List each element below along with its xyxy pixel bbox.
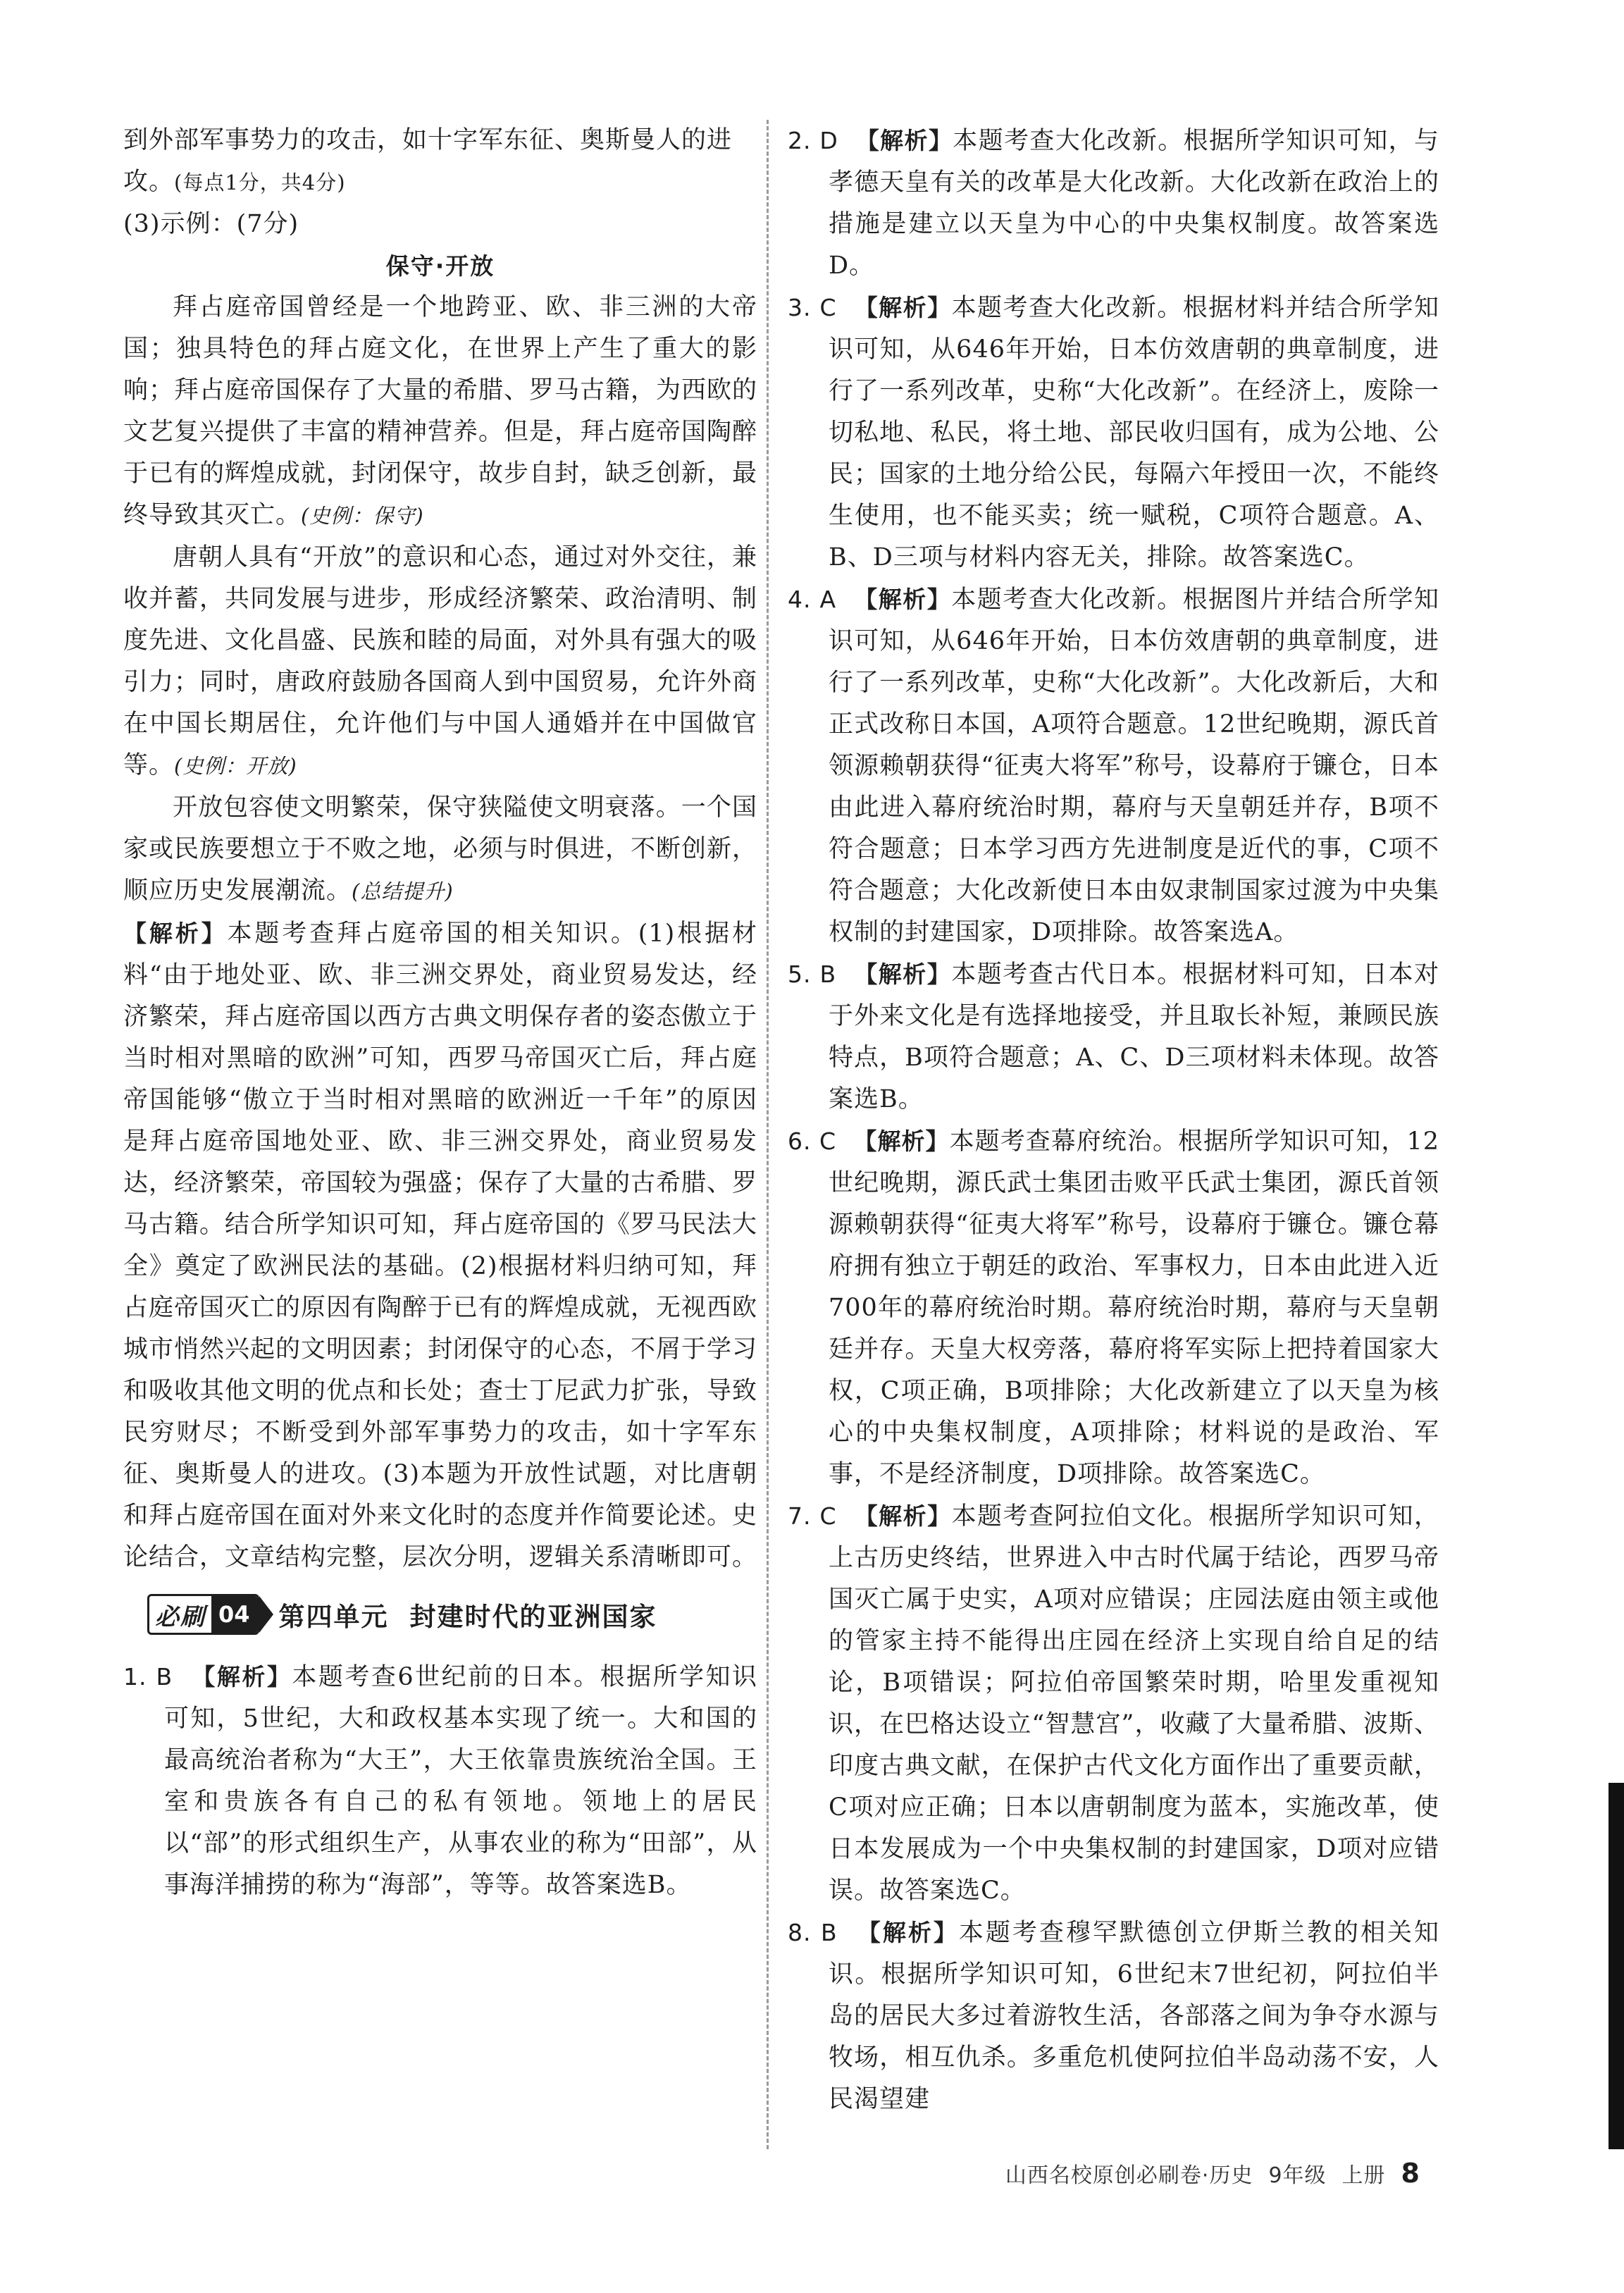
paragraph-1-note: (史例：保守) bbox=[301, 504, 424, 528]
analysis-tag: 【解析】 bbox=[854, 960, 952, 988]
question-text: 本题考查大化改新。根据所学知识可知，与孝德天皇有关的改革是大化改新。大化改新在政治上的措施是建立以天皇为中心的中央集权制度。故答案选D。 bbox=[829, 127, 1439, 280]
paragraph-1-text: 拜占庭帝国曾经是一个地跨亚、欧、非三洲的大帝国；独具特色的拜占庭文化，在世界上产生了重大的影响；拜占庭帝国保存了大量的希腊、罗马古籍，为西欧的文艺复兴提供了丰富的精神营养。但是，拜占庭帝国陶醉于已有的辉煌成就，封闭保守，故步自封，缺乏创新，最终导致其灭亡。 bbox=[123, 293, 758, 529]
example-label: (3)示例：(7分) bbox=[123, 210, 299, 238]
column-divider bbox=[767, 120, 769, 2149]
question-8 bbox=[788, 1912, 1439, 2120]
question-number: 4. A bbox=[788, 586, 837, 613]
arrow-icon bbox=[259, 1596, 273, 1633]
essay-title: 保守·开放 bbox=[385, 252, 495, 280]
paragraph-3-text: 开放包容使文明繁荣，保守狭隘使文明衰落。一个国家或民族要想立于不败之地，必须与时俱进，不断创新，顺应历史发展潮流。 bbox=[123, 793, 758, 905]
unit-title-text: 封建时代的亚洲国家 bbox=[409, 1602, 657, 1632]
paragraph-2-note: (史例：开放) bbox=[174, 754, 297, 778]
question-4 bbox=[788, 579, 1439, 953]
question-text: 本题考查穆罕默德创立伊斯兰教的相关知识。根据所学知识可知，6世纪末7世纪初，阿拉伯半岛的居民大多过着游牧生活，各部落之间为争夺水源与牧场，相互仇杀。多重危机使阿拉伯半岛动荡不安，人民渴望建 bbox=[829, 1919, 1439, 2113]
question-3 bbox=[788, 287, 1439, 579]
essay-paragraph-3 bbox=[123, 787, 757, 913]
question-number: 3. C bbox=[788, 294, 837, 321]
question-number: 5. B bbox=[788, 960, 837, 988]
question-1 bbox=[123, 1656, 757, 1906]
page-number: 8 bbox=[1401, 2158, 1420, 2189]
continuation-text: 攻。 bbox=[123, 168, 175, 196]
question-number: 7. C bbox=[788, 1502, 837, 1530]
analysis-tag: 【解析】 bbox=[123, 920, 228, 947]
question-number: 1. B bbox=[123, 1663, 173, 1691]
analysis-tag: 【解析】 bbox=[857, 1919, 959, 1946]
footer-book-info bbox=[1005, 2158, 1386, 2189]
question-text: 本题考查幕府统治。根据所学知识可知，12世纪晚期，源氏武士集团击败平氏武士集团，源氏首领源赖朝获得“征夷大将军”称号，设幕府于镰仓。镰仓幕府拥有独立于朝廷的政治、军事权力，日本由此进入近700年的幕府统治时期。幕府统治时期，幕府与天皇朝廷并存。天皇大权旁落，幕府将军实际上把持着国家大权，C项正确，B项排除；大化改新建立了以天皇为核心的中央集权制度，A项排除；材料说的是政治、军事，不是经济制度，D项排除。故答案选C。 bbox=[829, 1127, 1439, 1488]
question-text: 本题考查古代日本。根据材料可知，日本对于外来文化是有选择地接受，并且取长补短，兼顾民族特点，B项符合题意；A、C、D三项材料未体现。故答案选B。 bbox=[829, 960, 1439, 1113]
page-footer bbox=[1005, 2158, 1420, 2189]
analysis-tag: 【解析】 bbox=[854, 586, 952, 613]
unit-badge bbox=[147, 1594, 259, 1635]
side-tab-marker bbox=[1608, 1783, 1624, 2149]
question-7 bbox=[788, 1495, 1439, 1912]
analysis-tag: 【解析】 bbox=[855, 127, 953, 154]
question-2 bbox=[788, 120, 1439, 287]
question-text: 本题考查阿拉伯文化。根据所学知识可知，上古历史终结，世界进入中古时代属于结论，西罗马帝国灭亡属于史实，A项对应错误；庄园法庭由领主或他的管家主持不能得出庄园在经济上实现自给自足的结论，B项错误；阿拉伯帝国繁荣时期，哈里发重视知识，在巴格达设立“智慧宫”，收藏了大量希腊、波斯、印度古典文献，在保护古代文化方面作出了重要贡献，C项对应正确；日本以唐朝制度为蓝本，实施改革，使日本发展成为一个中央集权制的封建国家，D项对应错误。故答案选C。 bbox=[829, 1502, 1439, 1905]
right-column bbox=[788, 120, 1439, 2120]
paragraph-2-text: 唐朝人具有“开放”的意识和心态，通过对外交往，兼收并蓄，共同发展与进步，形成经济繁荣、政治清明、制度先进、文化昌盛、民族和睦的局面，对外具有强大的吸引力；同时，唐政府鼓励各国商人到中国贸易，允许外商在中国长期居住，允许他们与中国人通婚并在中国做官等。 bbox=[123, 543, 758, 779]
unit-header bbox=[147, 1594, 757, 1635]
unit-badge-number: 04 bbox=[211, 1596, 257, 1633]
analysis-paragraph bbox=[123, 913, 757, 1578]
analysis-tag: 【解析】 bbox=[853, 1127, 950, 1155]
continuation-line-2 bbox=[123, 161, 757, 204]
question-5 bbox=[788, 953, 1439, 1120]
footer-grade: 9年级 bbox=[1268, 2163, 1327, 2188]
score-note: (每点1分，共4分) bbox=[174, 171, 346, 194]
unit-label: 第四单元 bbox=[278, 1602, 389, 1632]
analysis-text: 本题考查拜占庭帝国的相关知识。(1)根据材料“由于地处亚、欧、非三洲交界处，商业贸易发达，经济繁荣，拜占庭帝国以西方古典文明保存者的姿态傲立于当时相对黑暗的欧洲”可知，西罗马帝国灭亡后，拜占庭帝国能够“傲立于当时相对黑暗的欧洲近一千年”的原因是拜占庭帝国地处亚、欧、非三洲交界处，商业贸易发达，经济繁荣，帝国较为强盛；保存了大量的古希腊、罗马古籍。结合所学知识可知，拜占庭帝国的《罗马民法大全》奠定了欧洲民法的基础。(2)根据材料归纳可知，拜占庭帝国灭亡的原因有陶醉于已有的辉煌成就，无视西欧城市悄然兴起的文明因素；封闭保守的心态，不屑于学习和吸收其他文明的优点和长处；查士丁尼武力扩张，导致民穷财尽；不断受到外部军事势力的攻击，如十字军东征、奥斯曼人的进攻。(3)本题为开放性试题，对比唐朝和拜占庭帝国在面对外来文化时的态度并作简要论述。史论结合，文章结构完整，层次分明，逻辑关系清晰即可。 bbox=[123, 920, 758, 1571]
question-text: 本题考查大化改新。根据图片并结合所学知识可知，从646年开始，日本仿效唐朝的典章制度，进行了一系列改革，史称“大化改新”。大化改新后，大和正式改称日本国，A项符合题意。12世纪晚期，源氏首领源赖朝获得“征夷大将军”称号，设幕府于镰仓，日本由此进入幕府统治时期，幕府与天皇朝廷并存，B项不符合题意；日本学习西方先进制度是近代的事，C项不符合题意；大化改新使日本由奴隶制国家过渡为中央集权制的封建国家，D项排除。故答案选A。 bbox=[829, 586, 1439, 946]
question-6 bbox=[788, 1120, 1439, 1495]
paragraph-3-note: (总结提升) bbox=[352, 879, 454, 903]
left-column bbox=[123, 120, 757, 1906]
question-number: 2. D bbox=[788, 127, 838, 154]
continuation-line-1: 到外部军事势力的攻击，如十字军东征、奥斯曼人的进 bbox=[123, 126, 733, 154]
question-number: 8. B bbox=[788, 1919, 838, 1946]
question-number: 6. C bbox=[788, 1127, 837, 1155]
footer-volume: 上册 bbox=[1341, 2163, 1386, 2188]
question-text: 本题考查大化改新。根据材料并结合所学知识可知，从646年开始，日本仿效唐朝的典章制度，进行了一系列改革，史称“大化改新”。在经济上，废除一切私地、私民，将土地、部民收归国有，成为公地、公民；国家的土地分给公民，每隔六年授田一次，不能终生使用，也不能买卖；统一赋税，C项符合题意。A、B、D三项与材料内容无关，排除。故答案选C。 bbox=[829, 294, 1439, 571]
question-text: 本题考查6世纪前的日本。根据所学知识可知，5世纪，大和政权基本实现了统一。大和国的最高统治者称为“大王”，大王依靠贵族统治全国。王室和贵族各有自己的私有领地。领地上的居民以“部”的形式组织生产，从事农业的称为“田部”，从事海洋捕捞的称为“海部”，等等。故答案选B。 bbox=[164, 1663, 757, 1899]
footer-book-title: 山西名校原创必刷卷·历史 bbox=[1005, 2163, 1253, 2188]
essay-paragraph-2 bbox=[123, 537, 757, 787]
analysis-tag: 【解析】 bbox=[192, 1663, 292, 1691]
unit-badge-label: 必刷 bbox=[155, 1602, 206, 1631]
essay-paragraph-1 bbox=[123, 287, 757, 537]
analysis-tag: 【解析】 bbox=[854, 294, 952, 321]
unit-title bbox=[279, 1595, 657, 1633]
analysis-tag: 【解析】 bbox=[854, 1502, 952, 1530]
